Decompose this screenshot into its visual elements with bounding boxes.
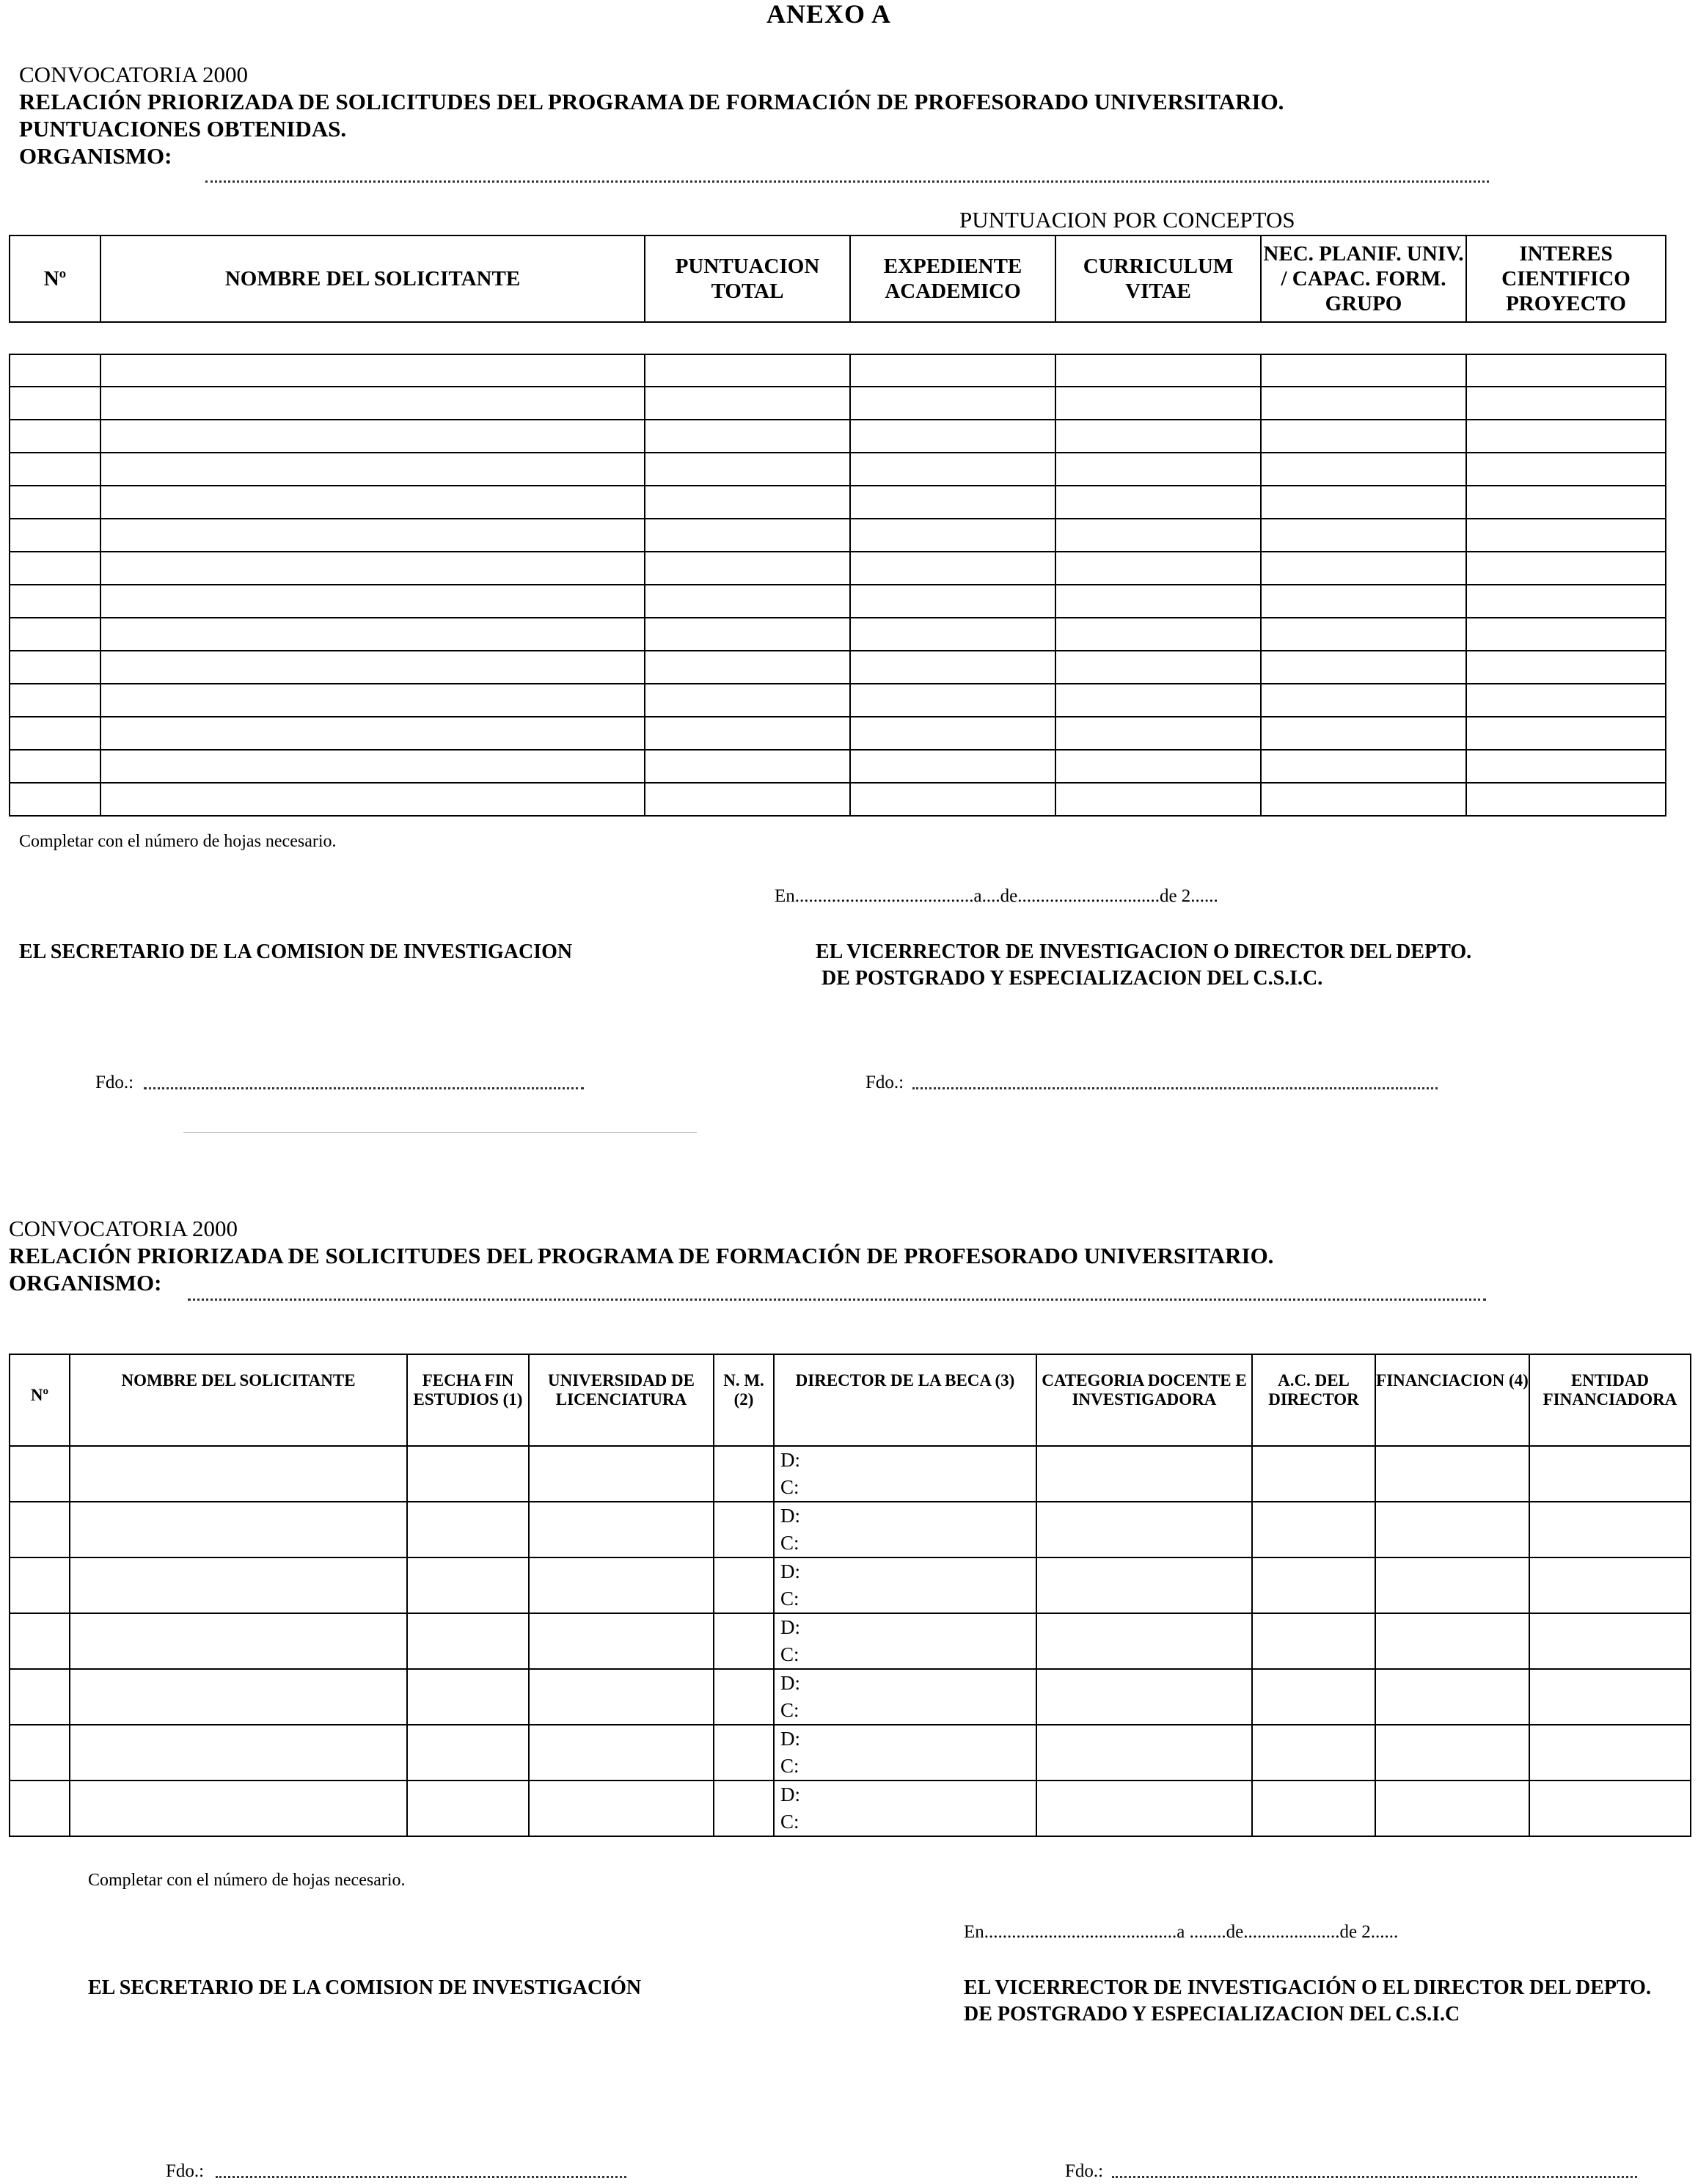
form2-fdo-right: Fdo.:	[1065, 2161, 1104, 2181]
col-no: Nº	[10, 235, 100, 322]
form1-table-cell[interactable]	[645, 486, 850, 519]
form1-table-row	[10, 486, 1666, 519]
form2-table-cell[interactable]	[1529, 1669, 1691, 1725]
form1-table-cell[interactable]	[100, 651, 645, 684]
form2-table-cell[interactable]	[1036, 1446, 1252, 1502]
form2-table-cell[interactable]	[1036, 1502, 1252, 1557]
form1-table-row	[10, 519, 1666, 552]
director-c-label: C:	[780, 1588, 799, 1610]
form1-table-cell[interactable]	[645, 519, 850, 552]
form2-table-cell[interactable]	[714, 1557, 774, 1613]
form1-table-cell[interactable]	[645, 750, 850, 783]
form1-table-row	[10, 783, 1666, 816]
form1-table-cell[interactable]	[850, 420, 1055, 453]
form1-table-cell[interactable]	[1466, 684, 1666, 717]
form1-table-cell[interactable]	[10, 552, 100, 585]
form2-table-cell[interactable]	[1375, 1502, 1529, 1557]
form1-table-cell[interactable]	[1466, 618, 1666, 651]
form2-table-cell[interactable]	[1252, 1725, 1375, 1781]
form1-table-cell[interactable]	[10, 585, 100, 618]
form1-table-cell[interactable]	[100, 552, 645, 585]
form2-right-signer-line1: EL VICERRECTOR DE INVESTIGACIÓN O EL DIRECTOR DEL DEPTO.	[964, 1976, 1651, 1999]
form2-table-cell[interactable]	[529, 1557, 714, 1613]
form2-table-row	[10, 1725, 1691, 1781]
form1-organismo-field[interactable]	[205, 180, 1489, 183]
form1-table-cell[interactable]	[100, 453, 645, 486]
col2-universidad: UNIVERSIDAD DE LICENCIATURA	[529, 1354, 714, 1446]
form1-table-cell[interactable]	[1466, 717, 1666, 750]
form1-table-cell[interactable]	[100, 420, 645, 453]
form2-table-cell[interactable]	[1375, 1725, 1529, 1781]
form1-table-cell[interactable]	[10, 453, 100, 486]
form1-table-cell[interactable]	[1261, 387, 1466, 420]
form2-table-cell[interactable]	[529, 1725, 714, 1781]
form2-table	[9, 1354, 1691, 1837]
form1-organismo-label: ORGANISMO:	[19, 143, 172, 169]
director-d-label: D:	[780, 1672, 800, 1694]
form1-table-row	[10, 453, 1666, 486]
form2-table-cell[interactable]	[407, 1446, 529, 1502]
form2-fdo-left: Fdo.:	[166, 2161, 205, 2181]
form2-table-cell[interactable]	[1375, 1781, 1529, 1836]
form2-table-cell[interactable]	[70, 1502, 407, 1557]
director-c-label: C:	[780, 1699, 799, 1721]
form2-table-cell[interactable]	[714, 1725, 774, 1781]
form2-table-cell[interactable]	[1375, 1446, 1529, 1502]
form2-table-cell[interactable]	[10, 1725, 70, 1781]
form2-right-signer-line2: DE POSTGRADO Y ESPECIALIZACION DEL C.S.I.C	[964, 2003, 1460, 2026]
form1-table-cell[interactable]	[10, 618, 100, 651]
form2-table-cell[interactable]	[1252, 1557, 1375, 1613]
form1-table-cell[interactable]	[645, 453, 850, 486]
form1-table-cell[interactable]	[1466, 486, 1666, 519]
form2-table-cell[interactable]	[407, 1502, 529, 1557]
form2-table-cell[interactable]	[1036, 1557, 1252, 1613]
form1-table-cell[interactable]	[100, 717, 645, 750]
form1-table-row	[10, 750, 1666, 783]
director-d-label: D:	[780, 1783, 800, 1805]
form1-table-cell[interactable]	[100, 585, 645, 618]
form1-table-cell[interactable]	[1055, 354, 1261, 387]
form2-table-cell[interactable]	[407, 1557, 529, 1613]
form1-table-cell[interactable]	[100, 750, 645, 783]
form1-table-cell[interactable]	[645, 684, 850, 717]
form2-table-cell[interactable]	[714, 1669, 774, 1725]
form1-table-cell[interactable]	[1261, 354, 1466, 387]
form2-table-cell[interactable]	[529, 1446, 714, 1502]
director-d-label: D:	[780, 1616, 800, 1638]
form2-table-row	[10, 1669, 1691, 1725]
col2-ac-director: A.C. DEL DIRECTOR	[1252, 1354, 1375, 1446]
col2-entidad: ENTIDAD FINANCIADORA	[1529, 1354, 1691, 1446]
form1-table-cell[interactable]	[850, 552, 1055, 585]
separator-line	[183, 1132, 697, 1133]
form2-table-cell[interactable]	[407, 1781, 529, 1836]
form1-table-cell[interactable]	[1055, 750, 1261, 783]
form1-table-cell[interactable]	[850, 684, 1055, 717]
form1-table-cell[interactable]	[1261, 552, 1466, 585]
form2-table-cell[interactable]	[1375, 1557, 1529, 1613]
form1-table-cell[interactable]	[100, 486, 645, 519]
form2-table-cell[interactable]	[1529, 1446, 1691, 1502]
form1-table-cell[interactable]	[1261, 783, 1466, 816]
form2-table-cell[interactable]	[407, 1669, 529, 1725]
form1-table-row	[10, 618, 1666, 651]
col-puntuacion-total: PUNTUACION TOTAL	[645, 235, 850, 322]
form1-table-cell[interactable]	[100, 684, 645, 717]
form1-header	[19, 61, 1284, 169]
form1-body-table	[9, 354, 1666, 817]
col2-no: Nº	[10, 1354, 70, 1446]
director-d-label: D:	[780, 1560, 800, 1582]
director-cell[interactable]	[774, 1669, 1036, 1725]
form2-table-row	[10, 1781, 1691, 1836]
form1-table-cell[interactable]	[10, 486, 100, 519]
col2-nombre: NOMBRE DEL SOLICITANTE	[70, 1354, 407, 1446]
director-cell[interactable]	[774, 1613, 1036, 1669]
form2-table-row	[10, 1446, 1691, 1502]
form1-table-row	[10, 717, 1666, 750]
form1-fdo-left: Fdo.:	[95, 1073, 134, 1092]
director-c-label: C:	[780, 1755, 799, 1777]
form1-table-cell[interactable]	[1055, 552, 1261, 585]
form1-table-row	[10, 420, 1666, 453]
form2-table-cell[interactable]	[1529, 1781, 1691, 1836]
form2-table-cell[interactable]	[70, 1781, 407, 1836]
form1-table-cell[interactable]	[645, 354, 850, 387]
director-cell[interactable]	[774, 1557, 1036, 1613]
form2-table-cell[interactable]	[70, 1669, 407, 1725]
form1-table-row	[10, 552, 1666, 585]
form1-table-cell[interactable]	[645, 783, 850, 816]
form2-header	[9, 1215, 1273, 1296]
form2-table-cell[interactable]	[529, 1613, 714, 1669]
form1-table-cell[interactable]	[1055, 783, 1261, 816]
form1-table-cell[interactable]	[1261, 717, 1466, 750]
form1-table-cell[interactable]	[1055, 717, 1261, 750]
form1-group-header: PUNTUACION POR CONCEPTOS	[959, 207, 1295, 233]
director-cell[interactable]	[774, 1781, 1036, 1836]
form1-table-cell[interactable]	[100, 519, 645, 552]
form2-table-cell[interactable]	[714, 1446, 774, 1502]
form2-table-cell[interactable]	[1375, 1613, 1529, 1669]
form1-table-cell[interactable]	[850, 750, 1055, 783]
form1-table-cell[interactable]	[10, 684, 100, 717]
director-c-label: C:	[780, 1476, 799, 1498]
form1-table-cell[interactable]	[1261, 420, 1466, 453]
form1-right-signer-line2: DE POSTGRADO Y ESPECIALIZACION DEL C.S.I.C.	[821, 967, 1323, 990]
form1-table-cell[interactable]	[10, 750, 100, 783]
form1-relacion: RELACIÓN PRIORIZADA DE SOLICITUDES DEL PROGRAMA DE FORMACIÓN DE PROFESORADO UNIVERSITARIO.	[19, 89, 1284, 114]
form1-table-cell[interactable]	[1261, 519, 1466, 552]
form1-table-cell[interactable]	[1055, 387, 1261, 420]
form1-table-cell[interactable]	[1466, 783, 1666, 816]
form2-table-cell[interactable]	[70, 1557, 407, 1613]
form2-fdo-right-field[interactable]	[1112, 2176, 1637, 2178]
form1-table-cell[interactable]	[645, 717, 850, 750]
form2-table-cell[interactable]	[1529, 1502, 1691, 1557]
form1-fdo-right: Fdo.:	[866, 1073, 904, 1092]
col2-director: DIRECTOR DE LA BECA (3)	[774, 1354, 1036, 1446]
form1-table-cell[interactable]	[1466, 519, 1666, 552]
form1-table-cell[interactable]	[1261, 618, 1466, 651]
form2-table-cell[interactable]	[529, 1669, 714, 1725]
director-cell[interactable]	[774, 1502, 1036, 1557]
form2-table-cell[interactable]	[529, 1781, 714, 1836]
form1-table-cell[interactable]	[850, 354, 1055, 387]
form2-table-cell[interactable]	[1252, 1781, 1375, 1836]
form2-table-cell[interactable]	[1375, 1669, 1529, 1725]
form1-fdo-left-field[interactable]	[144, 1087, 584, 1089]
form2-relacion: RELACIÓN PRIORIZADA DE SOLICITUDES DEL PROGRAMA DE FORMACIÓN DE PROFESORADO UNIVERSITARIO.	[9, 1243, 1274, 1268]
director-d-label: D:	[780, 1505, 800, 1527]
form1-table-cell[interactable]	[645, 651, 850, 684]
form1-table-cell[interactable]	[1466, 420, 1666, 453]
form2-table-row	[10, 1613, 1691, 1669]
form2-table-cell[interactable]	[1529, 1557, 1691, 1613]
form1-right-signer-line1: EL VICERRECTOR DE INVESTIGACION O DIRECTOR DEL DEPTO.	[816, 941, 1472, 963]
col-expediente: EXPEDIENTE ACADEMICO	[850, 235, 1055, 322]
form2-table-cell[interactable]	[1036, 1669, 1252, 1725]
form1-table-row	[10, 684, 1666, 717]
form1-table-cell[interactable]	[10, 420, 100, 453]
form1-table-cell[interactable]	[100, 618, 645, 651]
form1-table-cell[interactable]	[1055, 519, 1261, 552]
form2-table-cell[interactable]	[1036, 1781, 1252, 1836]
form2-table-cell[interactable]	[407, 1613, 529, 1669]
form1-table-cell[interactable]	[10, 387, 100, 420]
form2-table-cell[interactable]	[714, 1781, 774, 1836]
form1-table-cell[interactable]	[1055, 453, 1261, 486]
form1-table-cell[interactable]	[850, 453, 1055, 486]
col-nombre: NOMBRE DEL SOLICITANTE	[100, 235, 645, 322]
form1-table-cell[interactable]	[850, 783, 1055, 816]
form2-table-cell[interactable]	[1252, 1446, 1375, 1502]
form2-table-cell[interactable]	[10, 1446, 70, 1502]
director-c-label: C:	[780, 1532, 799, 1554]
form2-table-cell[interactable]	[10, 1502, 70, 1557]
form1-table-cell[interactable]	[10, 354, 100, 387]
form1-table-row	[10, 651, 1666, 684]
form1-table-cell[interactable]	[1466, 387, 1666, 420]
form1-table-cell[interactable]	[645, 585, 850, 618]
form1-table-cell[interactable]	[10, 717, 100, 750]
form1-table-cell[interactable]	[100, 387, 645, 420]
form2-table-cell[interactable]	[714, 1502, 774, 1557]
form1-table-cell[interactable]	[1466, 585, 1666, 618]
form2-table-cell[interactable]	[70, 1446, 407, 1502]
form2-table-cell[interactable]	[1529, 1613, 1691, 1669]
col-nec-planif: NEC. PLANIF. UNIV. / CAPAC. FORM. GRUPO	[1261, 235, 1466, 322]
form1-header-table	[9, 235, 1666, 323]
form1-table-cell[interactable]	[1466, 651, 1666, 684]
form2-table-cell[interactable]	[10, 1613, 70, 1669]
col2-nm: N. M. (2)	[714, 1354, 774, 1446]
col-curriculum: CURRICULUM VITAE	[1055, 235, 1261, 322]
form2-table-row	[10, 1502, 1691, 1557]
form1-table-cell[interactable]	[1261, 684, 1466, 717]
form2-table-row	[10, 1557, 1691, 1613]
annex-title: ANEXO A	[766, 0, 892, 29]
form1-table-cell[interactable]	[10, 783, 100, 816]
director-d-label: D:	[780, 1449, 800, 1471]
director-c-label: C:	[780, 1643, 799, 1665]
form1-table-cell[interactable]	[645, 420, 850, 453]
form2-place-date: En..........................................a ........de.....................de 2......	[964, 1922, 1399, 1942]
form2-organismo-label: ORGANISMO:	[9, 1270, 162, 1296]
form2-right-signer	[964, 1975, 1651, 2028]
form1-right-signer	[816, 939, 1471, 992]
form1-table-cell[interactable]	[1261, 486, 1466, 519]
form1-table-cell[interactable]	[850, 519, 1055, 552]
form1-table-cell[interactable]	[1261, 585, 1466, 618]
form1-table-cell[interactable]	[850, 486, 1055, 519]
form1-table-cell[interactable]	[850, 717, 1055, 750]
form1-table-cell[interactable]	[645, 552, 850, 585]
form2-table-cell[interactable]	[1252, 1502, 1375, 1557]
form1-table-cell[interactable]	[850, 585, 1055, 618]
form1-table-cell[interactable]	[1055, 420, 1261, 453]
form1-table-cell[interactable]	[645, 618, 850, 651]
form2-table-cell[interactable]	[1529, 1725, 1691, 1781]
form1-table-cell[interactable]	[1466, 552, 1666, 585]
form1-table-cell[interactable]	[1261, 651, 1466, 684]
form1-table-row	[10, 387, 1666, 420]
form1-table-cell[interactable]	[100, 783, 645, 816]
form2-table-cell[interactable]	[10, 1557, 70, 1613]
form1-table-cell[interactable]	[1466, 453, 1666, 486]
form1-fdo-right-field[interactable]	[912, 1087, 1438, 1089]
form1-puntuaciones: PUNTUACIONES OBTENIDAS.	[19, 116, 347, 142]
form2-left-signer: EL SECRETARIO DE LA COMISION DE INVESTIGACIÓN	[88, 1976, 642, 1999]
form2-table-cell[interactable]	[407, 1725, 529, 1781]
col2-financiacion: FINANCIACION (4)	[1375, 1354, 1529, 1446]
form1-table-cell[interactable]	[850, 618, 1055, 651]
form2-fdo-left-field[interactable]	[216, 2176, 626, 2178]
form2-convocatoria: CONVOCATORIA 2000	[9, 1216, 238, 1241]
form1-convocatoria: CONVOCATORIA 2000	[19, 62, 249, 87]
form1-table-cell[interactable]	[1055, 651, 1261, 684]
form1-table-cell[interactable]	[1261, 453, 1466, 486]
form1-table-row	[10, 354, 1666, 387]
form2-organismo-field[interactable]	[188, 1299, 1486, 1301]
director-cell[interactable]	[774, 1725, 1036, 1781]
form1-table-cell[interactable]	[1466, 750, 1666, 783]
form1-table-cell[interactable]	[100, 354, 645, 387]
form1-table-cell[interactable]	[1466, 354, 1666, 387]
director-d-label: D:	[780, 1728, 800, 1750]
form2-table-cell[interactable]	[10, 1781, 70, 1836]
form2-table-cell[interactable]	[10, 1669, 70, 1725]
form2-table-cell[interactable]	[1036, 1613, 1252, 1669]
col-interes: INTERES CIENTIFICO PROYECTO	[1466, 235, 1666, 322]
form1-table-cell[interactable]	[1055, 684, 1261, 717]
form2-table-cell[interactable]	[70, 1725, 407, 1781]
form2-table-cell[interactable]	[529, 1502, 714, 1557]
form2-table-cell[interactable]	[1252, 1669, 1375, 1725]
director-cell[interactable]	[774, 1446, 1036, 1502]
form2-table-cell[interactable]	[1252, 1613, 1375, 1669]
form1-table-cell[interactable]	[1055, 486, 1261, 519]
col2-categoria: CATEGORIA DOCENTE E INVESTIGADORA	[1036, 1354, 1252, 1446]
form1-place-date: En.......................................a....de...............................de 2......	[775, 886, 1218, 906]
form2-table-cell[interactable]	[1036, 1725, 1252, 1781]
form1-table-row	[10, 585, 1666, 618]
col2-fecha-fin: FECHA FIN ESTUDIOS (1)	[407, 1354, 529, 1446]
form1-table-cell[interactable]	[10, 651, 100, 684]
form1-table-cell[interactable]	[1261, 750, 1466, 783]
form1-table-cell[interactable]	[1055, 585, 1261, 618]
form2-note: Completar con el número de hojas necesario.	[88, 1871, 406, 1890]
director-c-label: C:	[780, 1811, 799, 1833]
form1-table-cell[interactable]	[850, 387, 1055, 420]
form1-left-signer: EL SECRETARIO DE LA COMISION DE INVESTIGACION	[19, 941, 573, 963]
form1-table-cell[interactable]	[10, 519, 100, 552]
form1-note: Completar con el número de hojas necesario.	[19, 832, 337, 851]
form2-table-cell[interactable]	[70, 1613, 407, 1669]
form2-table-cell[interactable]	[714, 1613, 774, 1669]
form1-table-cell[interactable]	[850, 651, 1055, 684]
form1-table-cell[interactable]	[645, 387, 850, 420]
form1-table-cell[interactable]	[1055, 618, 1261, 651]
